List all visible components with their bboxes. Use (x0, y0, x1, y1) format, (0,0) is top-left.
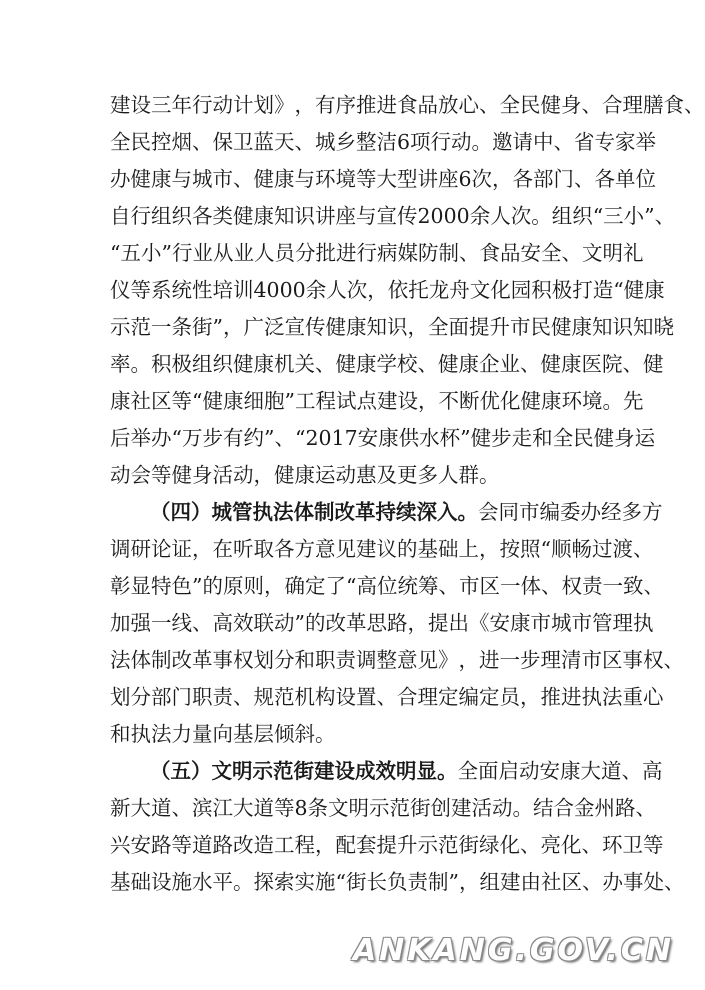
body-line: 兴 安 路 等 道 路 改 造 工 程 ， 配 套 提 升 示 范 街 绿 化 、 亮 化 、 环 卫 等 (110, 833, 664, 857)
body-line: 率 。 积 极 组 织 健 康 机 关 、 健 康 学 校 、 健 康 企 业 、 健 康 医 院 、 健 (110, 352, 664, 376)
body-line: 示 范 一 条 街 ” ， 广 泛 宣 传 健 康 知 识 ， 全 面 提 升 市 民 健 康 知 识 知 晓 (110, 315, 674, 339)
section-5-first-text: 全面启动安康大道、高 (457, 759, 663, 783)
section-5-heading: （五）文明示范街建设成效明显。 (150, 759, 458, 783)
body-line: 康 社 区 等 “ 健 康 细 胞 ” 工 程 试 点 建 设 ， 不 断 优 化 健 康 环 境 。 先 (110, 389, 644, 413)
body-line: 自 行 组 织 各 类 健 康 知 识 讲 座 与 宣 传 2 0 0 0 余 人 次 。 组 织 “ 三 小 ” 、 (110, 204, 676, 228)
section-4-first-line (150, 497, 663, 527)
body-line: “ 五 小 ” 行 业 从 业 人 员 分 批 进 行 病 媒 防 制 、 食 品 安 全 、 文 明 礼 (110, 241, 644, 265)
section-4-first-text: 会同市编委办经多方 (478, 500, 663, 524)
body-line: 划 分 部 门 职 责 、 规 范 机 构 设 置 、 合 理 定 编 定 员 ， 推 进 执 法 重 心 (110, 685, 664, 709)
body-line: 动会等健身活动，健康运动惠及更多人群。 (110, 463, 500, 487)
body-line: 后 举 办 “ 万 步 有 约 ” 、 “ 2 0 1 7 安 康 供 水 杯 ” 健 步 走 和 全 民 健 身 运 (110, 426, 656, 450)
body-line: 全 民 控 烟 、 保 卫 蓝 天 、 城 乡 整 洁 6 项 行 动 。 邀 请 中 、 省 专 家 举 (110, 130, 657, 154)
body-line: 彰 显 特 色 ” 的 原 则 ， 确 定 了 “ 高 位 统 筹 、 市 区 一 体 、 权 责 一 致 、 (110, 574, 664, 598)
body-line: 新 大 道 、 滨 江 大 道 等 8 条 文 明 示 范 街 创 建 活 动 。 结 合 金 州 路 、 (110, 796, 657, 820)
body-line: 和执法力量向基层倾斜。 (110, 722, 336, 746)
body-line: 调 研 论 证 ， 在 听 取 各 方 意 见 建 议 的 基 础 上 ， 按 照 “ 顺 畅 过 渡 、 (110, 537, 654, 561)
body-line: 办 健 康 与 城 市 、 健 康 与 环 境 等 大 型 讲 座 6 次 ， 各 部 门 、 各 单 位 (110, 167, 657, 191)
body-line: 加 强 一 线 、 高 效 联 动 ” 的 改 革 思 路 ， 提 出 《 安 康 市 城 市 管 理 执 (110, 611, 654, 635)
section-4-heading: （四）城管执法体制改革持续深入。 (150, 500, 478, 524)
body-line: 法 体 制 改 革 事 权 划 分 和 职 责 调 整 意 见 》 ， 进 一 步 理 清 市 区 事 权 、 (110, 648, 684, 672)
site-watermark: ANKANG.GOV.CN (352, 933, 674, 968)
body-line: 仪 等 系 统 性 培 训 4 0 0 0 余 人 次 ， 依 托 龙 舟 文 化 园 积 极 打 造 “ 健 康 (110, 278, 665, 302)
body-line: 基 础 设 施 水 平 。 探 索 实 施 “ 街 长 负 责 制 ” ， 组 建 由 社 区 、 办 事 处 、 (110, 870, 685, 894)
section-5-first-line (150, 756, 663, 786)
body-line: 建 设 三 年 行 动 计 划 》 ， 有 序 推 进 食 品 放 心 、 全 民 健 身 、 合 理 膳 食 、 (110, 93, 705, 117)
